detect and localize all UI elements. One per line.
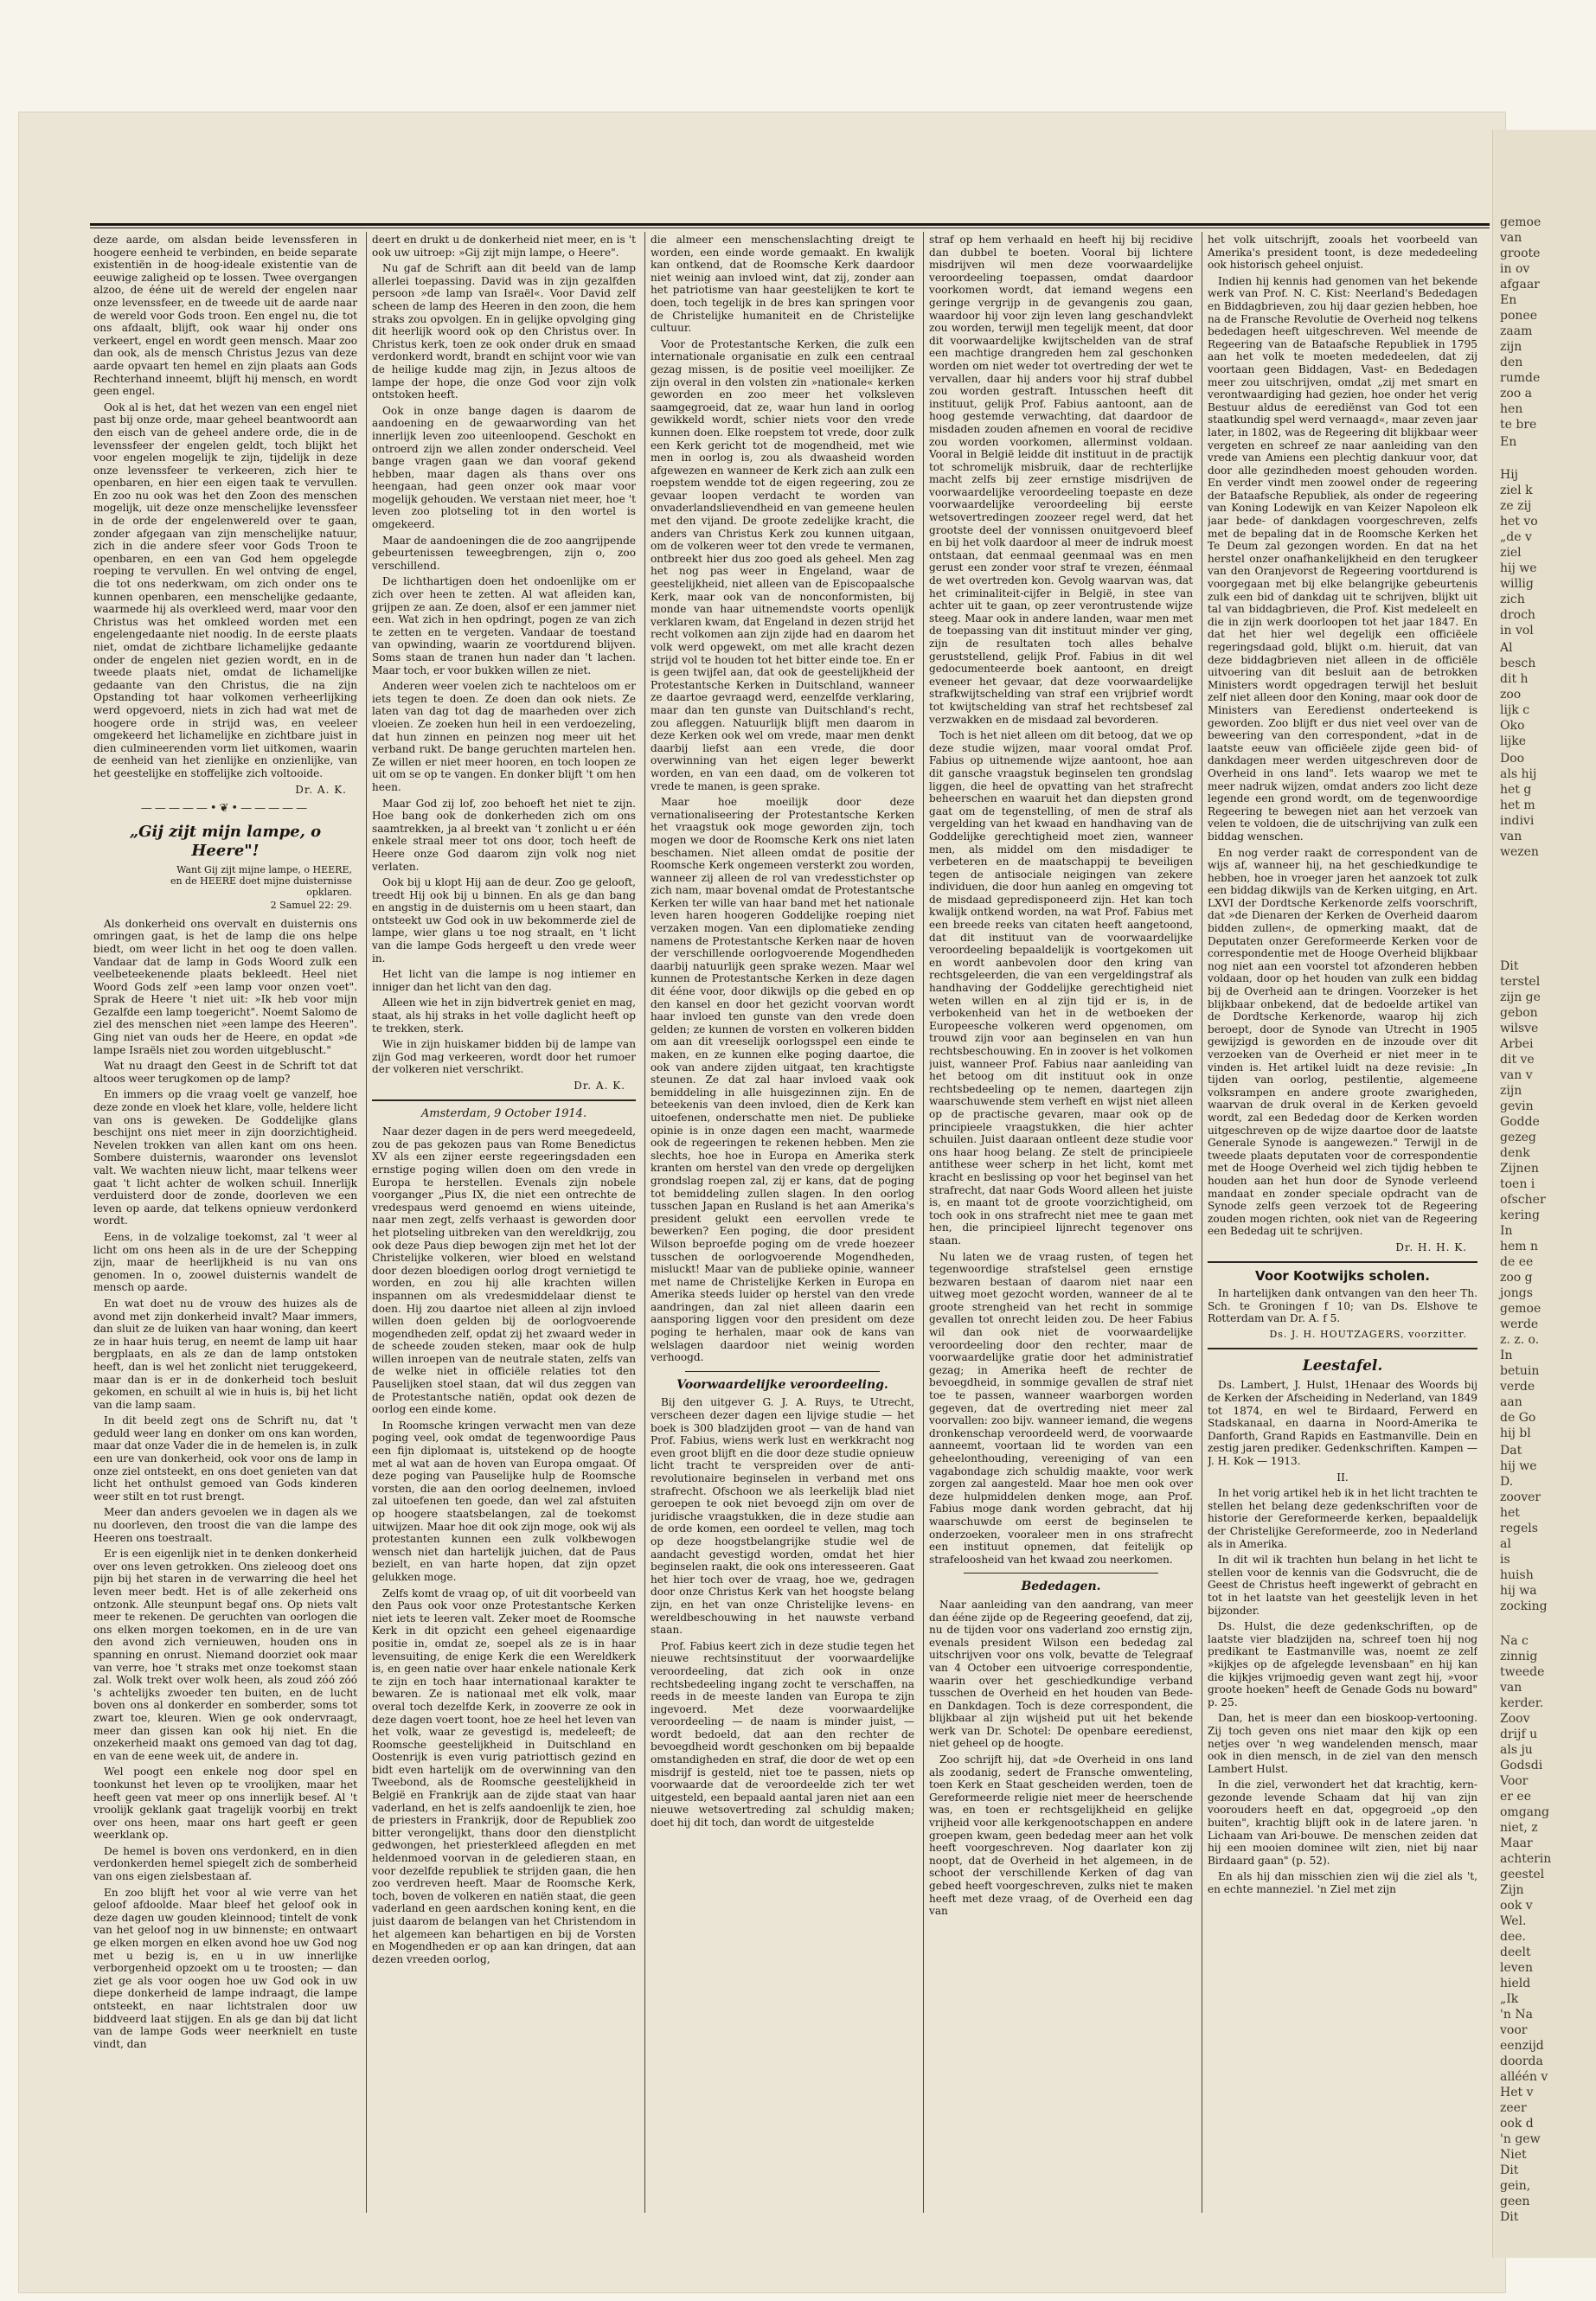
paragraph: Alleen wie het in zijn bidvertrek geniet en mag, staat, als hij straks in het volle daglicht heeft op te trekken, sterk. — [372, 997, 636, 1035]
column-divider — [644, 232, 645, 2213]
paragraph: En als hij dan misschien zien wij die ziel als 't, en echte manneziel. 'n Ziel met zijn — [1208, 1870, 1477, 1896]
signature: Dr. A. K. — [574, 1080, 625, 1092]
paragraph: deert en drukt u de donkerheid niet meer, en is 't ook uw uitroep: »Gij zijt mijn lampe, o Heere". — [372, 234, 636, 259]
column-5 — [1208, 234, 1477, 2214]
signature: Dr. H. H. K. — [1395, 1240, 1467, 1253]
paragraph: In dit beeld zegt ons de Schrift nu, dat 't geduld weer lang en donker om ons kan worden, maar dat onze Vader die in de hemelen is, in zulk een ure van donkerheid, ook voor ons de lamp in onze ziel ontsteekt, en ons doet genieten van dat licht het onthulst gemoed van Gods kinderen weer stilt en tot rust brengt. — [93, 1414, 357, 1503]
paragraph: Zoo schrijft hij, dat »de Overheid in ons land als zoodanig, sedert de Fransche omwenteling, toen Kerk en Staat gescheiden werden, toen de Gereformeerde religie niet meer de heerschende was, en toen er rechtsgelijkheid en gelijke vrijheid voor alle kerkgenootschappen en andere groepen kwam, geen bededag meer aan het volk heeft voorgeschreven. Nog daarlater kon zij noopt, dat de Overheid in het algemeen, in de schoot der verschillende Kerken of dag van gebed heeft voorgeschreven, zulks niet te maken heeft met deze vraag, of de Overheid een dag van — [929, 1753, 1193, 1918]
paragraph: De lichthartigen doen het ondoenlijke om er zich over heen te zetten. Al wat afleiden kan, grijpen ze aan. Ze doen, alsof er een jammer niet een. Wat zich in hen opdringt, pogen ze van zich te zetten en te vergeten. Vandaar de toestand van opwinding, waarin ze voortdurend blijven. Soms staan de tranen hun nader dan 't lachen. Maar toch, er voor bukken willen ze niet. — [372, 575, 636, 676]
paragraph: Nu gaf de Schrift aan dit beeld van de lamp allerlei toepassing. David was in zijn gezalfden persoon »de lamp van Israël«. Voor David zelf scheen de lamp des Heeren in den zoon, die hem straks zou opvolgen. En in gelijke opvolging ging dit heerlijk woord ook op den Christus over. In Christus kerk, toen ze ook onder druk en smaad verdonkerd wordt, brandt en schijnt voor wie van de heilige kudde mag zijn, in Jezus altoos de lampe der hope, die onze God voor zijn volk ontstoken heeft. — [372, 262, 636, 401]
paragraph: Als donkerheid ons overvalt en duisternis ons omringen gaat, is het de lamp die ons helpe biedt, om weer licht in het oog te doen vallen. Vandaar dat de lamp in Gods Woord zulk een veelbeteekenende plaats bekleedt. Heel niet Woord Gods zelf »een lamp voor onzen voet". Sprak de Heere 't niet uit: »Ik heb voor mijn Gezalfde een lamp toegericht". Noemt Salomo de ziel des menschen niet »een lampe des Heeren". Ging niet van ouds her de Heere, en opdat »de lampe Israëls niet zou worden uitgebluscht." — [93, 917, 357, 1056]
paragraph: Indien hij kennis had genomen van het bekende werk van Prof. N. C. Kist: Neerland's Bededagen en Biddagbrieven, zou hij daar gezien hebben, hoe na de Fransche Revolutie de Overheid nog telkens bededagen heeft uitgeschreven. Wel meende de Regeering van de Bataafsche Republiek in 1795 aan het volk te moeten mededeelen, dat zij voortaan geen Biddagen, Vast- en Bededagen meer zou uitschrijven, omdat „zij met smart en verontwaardiging had gezien, hoe onder het verig Bestuur aldus de eerediënst van God tot een staatkundig spel werd vernaagd«, maar zeven jaar later, in 1802, was de Regeering dit blijkbaar weer vergeten en schreef ze naar aanleiding van den vrede van Amiens een plechtig dankuur voor, dat door alle gezindheden moest gehouden worden. En verder vindt men zoowel onder de regeering der Bataafsche Republiek, als onder de regeering van Koning Lodewijk en van Keizer Napoleon elk jaar bede- of dankdagen voorgeschreven, zelfs met de bepaling dat in de Roomsche Kerken het Te Deum zal gezongen worden. En dat na het herstel onzer onafhankelijkheid en den terugkeer van den Oranjevorst de Regeering voortdurend is voorgegaan met bij elke belangrijke gebeurtenis zulk een bid of dankdag uit te schrijven, blijkt uit tal van biddagbrieven, die Prof. Kist medeleelt en die in zijn werk doorloopen tot het jaar 1847. En dat het hier wel degelijk een officiëele regeringsdaad gold, blijkt o.m. hieruit, dat van deze biddagbrieven niet alleen in de officiële uitvoering van dit besluit aan de betrokken Ministers wordt opgedragen terwijl het besluit zelf niet alleen door den Koning, maar ook door de Ministers van Eeredienst onderteekend is geworden. Zoo blijft er dus niet veel over van de beweering van den correspondent, »dat in de laatste eeuw van officiëele zijde geen bid- of dankdagen meer werden uitgeschreven door de Overheid in ons land". Iets waarop we met te meer nadruk wijzen, omdat anders zoo licht deze legende een grond wordt, om de tegenwoordige Regeering te bewegen niet aan het verzoek van velen te voldoen, die de uitschrijving van zulk een biddag wenschen. — [1208, 274, 1477, 843]
ornament-divider: —————•❦•————— — [140, 802, 311, 816]
section-title: Bededagen. — [1021, 1580, 1101, 1594]
section-rule — [964, 1573, 1158, 1574]
column-divider — [923, 232, 924, 2213]
paragraph: die almeer een menschenslachting dreigt te worden, een einde worde gemaakt. En kwalijk kan ontkend, dat de Roomsche Kerk daardoor niet weinig aan invloed wint, dat zij, zonder aan het patriotisme van haar geestelijken te kort te doen, toch tegelijk in de bres kan springen voor de Christelijke humaniteit en de Christelijke cultuur. — [651, 234, 914, 335]
paragraph: In dit wil ik trachten hun belang in het licht te stellen voor de kennis van die Godsvrucht, die de Geest de Christus heeft ingewerkt of gebracht en tot in het laatste van het geestelijk leven in het bijzonder. — [1208, 1554, 1477, 1617]
adjacent-page-edge: gemoe van groote in ov afgaar En ponee zaam zijn den rumde zoo a hen te bre En Hij ziel k ze zij het vo „de v ziel hij we willig zich droch in vol Al besch dit h zoo lijk c Oko lijke Doo als hij het g het m indivi van wezen Dit terstel zijn ge gebon wilsve Arbei dit ve van v zijn gevin Godde gezeg denk Zijnen toen i ofscher kering In hem n de ee zoo g jongs gemoe werde z. z. o. In betuin verde aan de Go hij bl Dat hij we D. zoover het regels al is huish hij wa zocking Na c zinnig tweede van kerder. Zoov drijf u als ju Godsdi Voor er ee omgang niet, z Maar achterin geestel Zijn ook v Wel. dee. deelt leven hield „Ik 'n Na voor eenzijd doorda alléén v Het v zeer ook d 'n gew Niet Dit gein, geen Dit — [1492, 130, 1596, 2258]
paragraph: Ds. Lambert, J. Hulst, 1Henaar des Woords bij de Kerken der Afscheiding in Nederland, van 1849 tot 1874, en wel te Birdaard, Ferwerd en Stadskanaal, en daarna in Noord-Amerika te Danforth, Grand Rapids en Eastmanville. Dein en zestig jaren prediker. Gedenkschriften. Kampen — J. H. Kok — 1913. — [1208, 1379, 1477, 1468]
paragraph: het volk uitschrijft, zooals het voorbeeld van Amerika's president toont, is deze mededeeling ook historisch geheel onjuist. — [1208, 234, 1477, 272]
paragraph: Eens, in de volzalige toekomst, zal 't weer al licht om ons heen als in de ure der Schepping zijn, maar de heerlijkheid is nu van ons genomen. In o, zoowel duisternis wandelt de mensch op aarde. — [93, 1230, 357, 1294]
part-number: II. — [1336, 1471, 1349, 1484]
signature: Dr. A. K. — [295, 783, 347, 796]
paragraph: En immers op die vraag voelt ge vanzelf, hoe deze zonde en vloek het klare, volle, heldere licht van ons is geweken. De Goddelijke glans beschijnt ons niet meer in zijn doorzichtigheid. Nevelen trokken van allen kant om ons heen. Sombere duisternis, waaronder ons levenslot valt. We wachten nieuw licht, maar telkens weer gaat 't licht achter de wolken schuil. Innerlijk verduisterd door de zonde, doorleven we een leven op aarde, dat telkens opnieuw verdonkerd wordt. — [93, 1088, 357, 1227]
paragraph: Maar God zij lof, zoo behoeft het niet te zijn. Hoe bang ook de donkerheden zich om ons saamtrekken, ja al breekt van 't zonlicht u er één enkele straal meer tot ons door, toch heeft de Heere onze God daarom zijn volk nog niet verlaten. — [372, 797, 636, 873]
paragraph: Er is een eigenlijk niet in te denken donkerheid over ons leven getrokken. Ons zieleoog doet ons pijn bij het staren in de verwarring die heel het leven meer bedt. Het is of alle zekerheid ons ontzonk. Alle steunpunt begaf ons. Op niets valt meer te rekenen. De geruchten van oorlogen die ons elken morgen toekomen, en in de ure van den avond zich vernieuwen, houden ons in spanning en onrust. Niemand doorziet ook maar van verre, hoe 't straks met onze toekomst staan zal. Wolk trekt over wolk heen, als zoud zóó zóó 's achtelijks zwoeder ten buiten, en de lucht boven ons al donkerder en somberder, soms tot zwart toe, kleuren. Wien ge ook ondervraagt, meer dan gissen kan ook hij niet. En die onzekerheid maakt ons gemoed van dag tot dag, en van de eene week uit, de andere in. — [93, 1548, 357, 1762]
section-title: Voor Kootwijks scholen. — [1255, 1267, 1430, 1284]
paragraph: Ook in onze bange dagen is daarom de aandoening en de gewaarwording van het innerlijk leven zoo uiteenloopend. Geschokt en ontroerd zijn we allen zonder onderscheid. Veel bange vragen gaan we dan vooraf gekend hebben, maar dagen als thans over ons heengaan, had geen onzer ook maar voor mogelijk gehouden. We verstaan niet meer, hoe 't leven zoo plotseling tot in den wortel is omgekeerd. — [372, 404, 636, 531]
paragraph: In die ziel, verwondert het dat krachtig, kern-gezonde levende Schaam dat hij van zijn voorouders heeft en dat, opgegroeid „op den buiten", krachtig blijft ook in de latere jaren. 'n Lichaam van Ari-bouwe. De menschen zeiden dat hij een mooien dominee wilt zien, niet bij naar Birdaard gaan" (p. 52). — [1208, 1779, 1477, 1867]
column-3 — [651, 234, 914, 2214]
paragraph: Wel poogt een enkele nog door spel en toonkunst het leven op te vroolijken, maar het heeft geen vat meer op ons innerlijk besef. Al 't vroolijk geklank gaat tragelijk voorbij en trekt over ons heen, maar ons hart geeft er geen weerklank op. — [93, 1766, 357, 1842]
paragraph: Toch is het niet alleen om dit betoog, dat we op deze studie wijzen, maar vooral omdat Prof. Fabius op uitnemende wijze aantoont, hoe aan dit gansche vraagstuk beginselen ten grondslag liggen, die heel de opvatting van het strafrecht beheerschen en waaruit het dan diepsten grond gaat om de tegenstelling, of men de straf als vergelding van het kwaad en handhaving van de Goddelijke gerechtigheid moet zien, wanneer men, als middel om den misdadiger te verbeteren en de maatschappij te beveiligen tegen de antisociale neigingen van zekere individuen, die door hun aanleg en omgeving tot de misdaad gepredisponeerd zijn. Het kan toch kwalijk ontkend worden, na wat Prof. Fabius met een breede reeks van citaten heeft aangetoond, dat dit instituut van de voorwaardelijke veroordeeling bepaaldelijk is voortgekomen uit en wordt aanbevolen door den kring van rechtsgeleerden, die van een vergeldingstraf als handhaving der Goddelijke gerechtigheid niet weten willen en al zijn tijd er is, in de verbokenheid van het in de wetboeken der Europeesche volkeren werd opgenomen, om trouwd zijn voor aan beginselen en van hun rechtsbeschouwing. En in zoover is het volkomen juist, wanneer Prof. Fabius naar aanleiding van het betoog om dit instituut ook in onze rechtsbedeeling op te nemen, daartegen zijn waarschuwende stem verheft en wijst niet alleen op de practische gevaren, maar ook op de principieele vraagstukken, die hier achter schuilen. Juist daaraan ontleent deze studie voor ons haar hoog belang. Ze stelt de principieele antithese weer scherp in het licht, komt met kracht en beslissing op voor het beginsel van het strafrecht, dat naar Gods Woord alleen het juiste is, en maant tot de groote voorzichtigheid, om toch ook in ons strafrecht niet mee te gaan met hen, die principieel lijnrecht tegenover ons staan. — [929, 729, 1193, 1247]
paragraph: Wie in zijn huiskamer bidden bij de lampe van zijn God mag verkeeren, wordt door het rumoer der volkeren niet verschrikt. — [372, 1038, 636, 1076]
paragraph: Naar aanleiding van den aandrang, van meer dan ééne zijde op de Regeering geoefend, dat zij, nu de tijden voor ons vaderland zoo ernstig zijn, evenals president Wilson een bededag zal uitschrijven voor ons volk, bevatte de Telegraaf van 4 October een uitvoerige correspondentie, waarin over het geschiedkundige verband tusschen de Overheid en het houden van Bede- en Dankdagen. Toch is deze correspondent, die blijkbaar al zijn wijsheid put uit het bekende werk van Dr. Schotel: De openbare eeredienst, niet geheel op de hoogte. — [929, 1598, 1193, 1750]
paragraph: Prof. Fabius keert zich in deze studie tegen het nieuwe rechtsinstituut der voorwaardelijke veroordeeling, dat zich ook in onze rechtsbedeeling ingang zocht te verschaffen, na reeds in de meeste landen van Europa te zijn ingevoerd. Met deze voorwaardelijke veroordeeling — de naam is minder juist, — wordt bedoeld, dat aan den rechter de bevoegdheid wordt geschonken om bij bepaalde omstandigheden en straf, die door de wet op een misdrijf is gesteld, niet toe te passen, niets op voorwaarde dat de veroordeelde zich ter wet uitgesteld, een bepaald aantal jaren niet aan een nieuwe wetsovertreding zal schuldig maken; doet hij dit toch, dan wordt de uitgestelde — [651, 1639, 914, 1830]
paragraph: Maar hoe moeilijk door deze vernationaliseering der Protestantsche Kerken het vraagstuk ook moge geworden zijn, toch mogen we door de Roomsche Kerk ons niet laten beschamen. Niet alleen omdat de positie der Roomsche Kerk ongemeen versterkt zou worden, wanneer zij alleen de rol van vredesstichster op zich nam, maar bovenal omdat de Protestantsche Kerken ter wille van haar band met het nationale leven haren hoogeren Goddelijke roeping niet verzaken mogen. Van een diplomatieke zending namens de Protestantsche Kerken naar de hoven der verschillende oorlogvoerende Mogendheden daarbij natuurlijk geen sprake wezen. Maar wel kunnen de Protestantsche Kerken in deze dagen dit ééne voor, door dikwijls op die gebed en op den kansel en door het gezicht voorvan wordt haar invloed ten gunste van den vrede doen gelden; ze kunnen de vorsten en volkeren bidden om aan dit vreeselijk oorlogsspel een einde te maken, en ze kunnen elke poging daartoe, die ook van andere zijden uitgaat, ten krachtigste steunen. Ze dat zal haar invloed vaak ook bemiddeling in alle huisgezinnen zijn. En de beteekenis van deen invloed, dien de Kerk kan uitoefenen, onderschatte men niet. De publieke opinie is in onze dagen een macht, waarmede ook de regeeringen te rekenen hebben. Men zie slechts, hoe hoe in Europa en Amerika sterk kranten om herstel van den vrede op dergelijken grondslag roepen zal, zij er kans, dat de poging tot bemiddeling zullen slagen. In den oorlog tusschen Japan en Rusland is het aan Amerika's president gelukt een eervollen vrede te bewerken? Een poging, die door president Wilson beproefde poging om de vrede hoezeer tusschen de oorlogvoerende Mogendheden, misluckt! Maar van de publieke opinie, wanneer met name de Christelijke Kerken in Europa en Amerika steeds luider op herstel van den vrede aandringen, dan zal niet alleen daarin een aansporing liggen voor den president om deze poging te herhalen, maar ook de kans van welslagen daardoor niet weinig worden verhoogd. — [651, 796, 914, 1364]
paragraph: In het vorig artikel heb ik in het licht trachten te stellen het belang deze gedenkschriften voor de historie der Gereformeerde kerken, bepaaldelijk der Christelijke Gereformeerde, zoo in Nederland als in Amerika. — [1208, 1487, 1477, 1550]
paragraph: Het licht van die lampe is nog intiemer en inniger dan het licht van den dag. — [372, 968, 636, 993]
paragraph: Anderen weer voelen zich te nachteloos om er iets tegen te doen. Ze doen dan ook niets. Ze laten van dag tot dag de maarheden over zich vloeien. Ze zoeken hun heil in een verdoezeling, dat hun zinnen en peinzen nog meer uit het verband rukt. De bange geruchten martelen hen. Ze willen er niet meer hooren, en toch loopen ze uit om se op te vangen. En donker blijft 't om hen heen. — [372, 680, 636, 793]
column-2 — [372, 234, 636, 2214]
column-divider — [366, 232, 367, 2213]
article-title: „Gij zijt mijn lampe, o Heere"! — [129, 822, 322, 860]
paragraph: Dan, het is meer dan een bioskoop-vertooning. Zij toch geven ons niet maar den kijk op een netjes over 'n weg wandelenden mensch, maar ook in dien mensch, in de ziel van den mensch Lambert Hulst. — [1208, 1712, 1477, 1775]
section-rule — [1208, 1348, 1477, 1349]
section-rule — [1208, 1261, 1477, 1263]
paragraph: In Roomsche kringen verwacht men van deze poging veel, ook omdat de tegenwoordige Paus een fijn diplomaat is, uitstekend op de hoogte met al wat aan de hoven van Europa omgaat. Of deze poging van Pauselijke hulp de Roomsche vorsten, die aan den oorlog deelnemen, invloed zal uitoefenen ten goede, dan wel zal afstuiten op hoogere staatsbelangen, zal de toekomst uitwijzen. Maar hoe dit ook zijn moge, ook wij als protestanten kunnen een zulk volkbewogen wensch niet dan hartelijk juichen, dat de Paus bezielt, en van harte hopen, dat zijn opzet gelukken moge. — [372, 1419, 636, 1583]
signature: Ds. J. H. HOUTZAGERS, voorzitter. — [1269, 1328, 1467, 1340]
section-rule — [372, 1099, 636, 1101]
section-title: Voorwaardelijke veroordeeling. — [676, 1377, 888, 1392]
paragraph: Ook bij u klopt Hij aan de deur. Zoo ge gelooft, treedt Hij ook bij u binnen. En als ge dan bang en angstig in de duisternis om u heen staart, dan ontsteekt uw God ook in uw bekommerde ziel de lampe, wier glans u toe nog straalt, en 't licht van die lampe Gods hergeeft u den vrede weer in. — [372, 876, 636, 965]
column-4 — [929, 234, 1193, 2214]
paragraph: Nu laten we de vraag rusten, of tegen het tegenwoordige strafstelsel geen ernstige bezwaren bestaan of daarom niet naar een uitweg moet gezocht worden, wanneer de al te groote strengheid van het recht in sommige gevallen tot onrecht leiden zou. De heer Fabius wil dan ook niet de voorwaardelijke veroordeeling door den rechter, maar de voorwaardelijke gratie door het administratief gezag; in Amerika heeft de rechter de bevoegdheid, in sommige gevallen de straf niet toe te passen, wanneer waarborgen worden gegeven, dat de overtreding niet meer zal voorvallen: zoo bijv. wanneer iemand, die wegens dronkenschap veroordeeld werd, de voorwaarde aanneemt, voortaan lid te worden van een geheelonthouding, vereeniging of van een vagabondage zich schuldig maakte, voor werk zorgen zal aangesteld. Maar hoe men ook over deze hulpmiddelen denken moge, aan Prof. Fabius moge dank worden gebracht, dat hij waarschuwde om eerst de beginselen te onderzoeken, vooraleer men in ons strafrecht een instituut opnemen, dat feitelijk op strafeloosheid van het kwaad zou neerkomen. — [929, 1250, 1193, 1566]
paragraph: Zelfs komt de vraag op, of uit dit voorbeeld van den Paus ook voor onze Protestantsche Kerken niet iets te leeren valt. Zeker moet de Roomsche Kerk in dit opzicht een geheel eigenaardige positie in, omdat ze, soepel als ze is in haar levensuiting, de enige Kerk die een Wereldkerk is, en geen natie over haar enkele nationale Kerk te zijn en toch haar internationaal karakter te bewaren. Ze is nationaal met elk volk, maar overal toch dezelfde Kerk, in zooverre ze ook in deze dagen voert toont, hoe ze heel het leven van het volk, waar ze gevestigd is, medeleeft; de Roomsche geestelijkheid in Duitschland en Oostenrijk is even vurig patriottisch gezind en bidt even hartelijk om de overwinning van den Tweebond, als de Roomsche geestelijkheid in België en Frankrijk aan de zijde staat van haar vaderland, en het is zelfs aandoenlijk te zien, hoe de priesters in Frankrijk, door de Republiek zoo bitter verongelijkt, thans door den dienstplicht gedwongen, het priesterkleed aflegden en met heldenmoed voorvan in de geledieren staan, en voor dezelfde republiek te strijden gaan, die hen zoo verdreven heeft. Maar de Roomsche Kerk, toch, boven de volkeren en natiën staat, die geen vaderland en geen aardschen koning kent, en die juist daarom de belangen van het Christendom in het algemeen kan behartigen en bij de Vorsten en Mogendheden er op aan kan dringen, dat aan dezen vreeden oorlog, — [372, 1586, 636, 1965]
paragraph: De hemel is boven ons verdonkerd, en in dien verdonkerden hemel spiegelt zich de somberheid van ons eigen zielsbestaan af. — [93, 1844, 357, 1883]
scripture-reference: 2 Samuel 22: 29. — [270, 899, 352, 911]
paragraph: En nog verder raakt de correspondent van de wijs af, wanneer hij, na het geschiedkundige te hebben, hoe in vroeger jaren het aanzoek tot zulk een biddag dikwijls van de Kerken uitging, en Art. LXVI der Dordtsche Kerkenorde zelfs voorschrift, dat »de Dienaren der Kerken de Overheid daarom bidden zullen«, de opmerking maakt, dat de Deputaten onzer Gereformeerde Kerken voor de correspondentie met de Hooge Overheid blijkbaar nog niet aan een voorstel tot afzonderen hebben voldaan, door op het houden van zulk een biddag bij de Overheid aan te dringen. Voorzeker is het blijkbaar onbekend, dat de bedoelde artikel van de Dordtsche Kerkenorde, waarop hij zich beroept, door de Synode van Utrecht in 1905 gewijzigd is geworden en de inzoude over dit verzoeken van de Overheid er niet meer in te vinden is. Het artikel luidt na deze revisie: „In tijden van oorlog, pestilentie, algemeene volksrampen en andere groote zwarigheden, waarvan de druk overal in de Kerken gevoeld wordt, zal een Bededag door de Kerken worden uitgeschreven op de wijze daartoe door de laatste Generale Synode is aangewezen." Terwijl in de tweede plaats deputaten voor de correspondentie met de Hooge Overheid wel zich tijdig hebben te houden aan het hun door de Synode verleend mandaat en zonder speciale opdracht van de Synode zelfs geen verzoek tot de Regeering zouden mogen richten, ook niet van de Regeering een Bededag uit te schrijven. — [1208, 846, 1477, 1238]
paragraph: Naar dezer dagen in de pers werd meegedeeld, zou de pas gekozen paus van Rome Benedictus XV als een zijner eerste regeeringsdaden een ernstige poging willen doen om den vrede in Europa te herstellen. Evenals zijn nobele voorganger „Pius IX, die niet een ontrechte de vredespaus werd genoemd en wiens uiteinde, naar men zegt, zelfs verhaast is geworden door het plotseling uitbreken van den wereldkrijg, zou ook deze Paus diep bewogen zijn met het lot der Christelijke volkeren, wier bloed en welstand door dezen bloedigen oorlog drogt vernietigd te worden, en zou hij alle krachten willen inspannen om als vredesmiddelaar dienst te doen. Hij zou daartoe niet alleen al zijn invloed willen doen gelden bij de oorlogvoerende mogendheden zelf, opdat zij het zwaard weder in de scheede zouden steken, maar ook de hulp willen inroepen van de neutrale staten, zelfs van de welke niet in officiële relaties tot den Pauselijken stoel staan, dat wil dus zeggen van de Protestantsche natiën, opdat ook dezen de oorlog een einde kome. — [372, 1125, 636, 1416]
paragraph: Maar de aandoeningen die de zoo aangrijpende gebeurtenissen teweegbrengen, zijn o, zoo verschillend. — [372, 534, 636, 572]
column-1 — [93, 234, 357, 2214]
paragraph: En zoo blijft het voor al wie verre van het geloof afdoolde. Maar bleef het geloof ook in deze dagen uw gouden kleinnood; tintelt de vonk van het geloof nog in uw binnenste; en ontwaart ge elken morgen en elken avond hoe uw God nog met u bezig is, en u in uw innerlijke verborgenheid opzoekt om u te troosten; — dan ziet ge als voor oogen hoe uw God ook in uw diepe donkerheid de lampe indraagt, die lampe ontsteekt, en naar lichtstralen door uw biddveerd laat stijgen. En als ge dan bij dat licht van de lampe Gods weer neerknielt en tuste vindt, dan — [93, 1886, 357, 2050]
paragraph: deze aarde, om alsdan beide levenssferen in hoogere eenheid te verbinden, en beide separate existentiën in de hoog-ideale existentie van de eeuwige zaligheid op te lossen. Twee overgangen alzoo, de ééne uit de wereld der engelen naar onze levenssfeer, en de tweede uit de aarde naar de wereld voor Gods troon. Een engel nu, die tot ons afdaalt, blijft, ook waar hij onder ons verkeert, engel en wordt geen mensch. Maar zoo dan ook, als de mensch Christus Jezus van deze aarde opvaart ten hemel en zijn plaats aan Gods Rechterhand inneemt, blijft hij mensch, en wordt geen engel. — [93, 234, 357, 398]
paragraph: straf op hem verhaald en heeft hij bij recidive dan dubbel te boeten. Vooral bij lichtere misdrijven wil men deze voorwaardelijke veroordeeling toepassen, omdat daardoor voorkomen wordt, dat iemand wegens een geringe vergrijp in de gevangenis zou gaan, waardoor hij voor zijn leven lang geschandvlekt zou worden, terwijl men tegelijk meent, dat door dit voorwaardelijke kwijtschelden van de straf een machtige drangreden hem zal geschonken worden om niet weder tot overtreding der wet te vervallen, daar hij anders voor hij straf dubbel zou worden gestraft. Intusschen heeft dit instituut, gelijk Prof. Fabius aantoont, aan de hoog gestemde verwachting, dat daardoor de misdaden zouden afnemen en vooral de recidive zou worden voorkomen, allerminst voldaan. Vooral in België leidde dit instituut in de practijk tot schromelijk misbruik, daar de rechterlijke macht zelfs bij zeer ernstige misdrijven de voorwaardelijke veroordeeling toepaste en deze voorwaardelijke veroordeeling bij eerste wetsovertredingen zoozeer regel werd, dat het grootste deel der vonnissen onuitgevoerd bleef en bij het volk daardoor al meer de indruk moest ontstaan, dat eenmaal geenmaal was en men gerust een zonder voor straf te vrezen, éénmaal de wet overtreden kon. Gevolg waarvan was, dat het criminaliteit-cijfer in België, in stee van achter uit te gaan, op zeer verontrustende wijze steeg. Maar ook in andere landen, waar men met de toepassing van dit instituut minder ver ging, zijn de resultaten toch alles behalve geruststellend, gelijk Prof. Fabius in dit wel gedocumenteerde boek aantoont, en dreigt eveneer het gevaar, dat deze voorwaardelijke strafkwijtschelding van straf een vrijbrief wordt tot kwijtschelding van straf het rechtsbesef zal verzwakken en de misdaad zal bevorderen. — [929, 234, 1193, 726]
paragraph: Bij den uitgever G. J. A. Ruys, te Utrecht, verscheen dezer dagen een lijvige studie — het boek is 300 bladzijden groot — van de hand van Prof. Fabius, wiens werk lust en werkkracht nog even groot blijft en die door deze studie opnieuw licht tracht te verspreiden over de anti-revolutionaire beginselen in verband met ons strafrecht. Ofschoon we als leerkelijk blad niet geroepen te ook niet bevoegd zijn om over de juridische vraagstukken, die in deze studie aan de orde komen, een oordeel te vellen, mag toch op deze hoogstbelangrijke studie wel de aandacht gevestigd worden, omdat het hier beginselen raakt, die ook ons interesseeren. Gaat het hier toch over de vraag, hoe we, gedragen door onze Christus Kerk van het hoogste belang zijn, en het van onze Christelijke levens- en wereldbeschouwing in het nauwste verband staan. — [651, 1396, 914, 1637]
dateline: Amsterdam, 9 October 1914. — [420, 1106, 587, 1120]
paragraph: Voor de Protestantsche Kerken, die zulk een internationale organisatie en zulk een centraal gezag missen, is de positie veel moeilijker. Ze zijn overal in den volsten zin »nationale« kerken geworden en zoo meer het volksleven saamgegroeid, dat ze, waar hun land in oorlog gewikkeld wordt, schier niets voor den vrede kunnen doen. Elke roepstem tot vrede, door zulk een Kerk gericht tot de mogendheid, met wie men in oorlog is, zou als dwaasheid worden afgewezen en wanneer de Kerk zich aan zulk een roepstem wendde tot de eigen regeering, zou ze gevaar loopen verdacht te worden van onvaderlandslievendheid en van gemeene heulen met den vijand. De groote zedelijke kracht, die anders van Christus Kerk zou kunnen uitgaan, om de volkeren weer tot den vrede te vermanen, ontbreekt hier dus zoo goed als geheel. Men zag het nog pas weer in Engeland, waar de geestelijkheid, niet alleen van de Episcopaalsche Kerk, maar ook van de nonconformisten, bij monde van haar uitnemendste voorts openlijk verklaren kwam, dat Engeland in dezen strijd het recht volkomen aan zijn zijde had en daarom het volk werd opgewekt, om met alle kracht dezen strijd vol te houden tot het bitter einde toe. En er is geen twijfel aan, dat ook de geestelijkheid der Protestantsche Kerken in Duitschland, wanneer ze daartoe gevraagd werd, eenzelfde verklaring, maar dan ten gunste van Duitschland's recht, zou afleggen. Natuurlijk blijft men daarom in deze Kerken ook wel om vrede, maar men denkt daarbij liefst aan een vrede, die door overwinning van het eigen leger bewerkt worden, en van een daad, om de volkeren tot vrede te manen, is geen sprake. — [651, 337, 914, 792]
paragraph: In hartelijken dank ontvangen van den heer Th. Sch. te Groningen f 10; van Ds. Elshove te Rotterdam van Dr. A. f 5. — [1208, 1287, 1477, 1325]
scripture-quote: Want Gij zijt mijne lampe, o HEERE, en de HEERE doet mijne duisternisse opklaren. — [170, 863, 352, 898]
header-rule — [90, 223, 1490, 226]
paragraph: Ook al is het, dat het wezen van een engel niet past bij onze orde, maar geheel beantwoordt aan den eisch van de geheel andere orde, die in de levenssfeer der engelen geldt, toch blijkt het voor engelen mogelijk te zijn, tijdelijk in deze onze levenssfeer te verkeeren, zich hier te openbaren, en hier een eigen taak te vervullen. En zoo nu ook was het den Zoon des menschen mogelijk, uit deze onze menschelijke levenssfeer in de orde der engelenwereld over te gaan, zonder afgegaan van zijn menschelijke natuur, zich in die andere sfeer voor Gods Troon te openbaren, en een van God hem opgelegde roeping te vervullen. En wel ontving de engel, die tot ons nederkwam, om zich onder ons te kunnen openbaren, een menschelijke gedaante, waarmede hij als overkleed werd, maar voor den Christus was het omkleed worden met een engelengedaante niet noodig. In de eerste plaats niet, omdat de zichtbare lichamelijke gedaante onder de engelen niet gezien wordt, en in de tweede plaats niet, omdat de lichamelijke gedaante van den Christus, die na zijn Opstanding tot haar volkomen verheerlijking werd opgevoerd, niets in zich had wat met de hoogere orde in strijd was, en veeleer omgekeerd het lichamelijke en zichtbare juist in dien culmineerenden vorm liet uitkomen, waarin de eenheid van het zienlijke en onzienlijke, van het geestelijke en stoffelijke zich voltooide. — [93, 401, 357, 779]
section-title: Leestafel. — [1302, 1357, 1383, 1375]
paragraph: Wat nu draagt den Geest in de Schrift tot dat altoos weer terugkomen op de lamp? — [93, 1060, 357, 1085]
section-rule — [685, 1371, 880, 1372]
paragraph: Ds. Hulst, die deze gedenkschriften, op de laatste vier bladzijden na, schreef toen hij nog predikant te Eastmanville was, noemt ze zelf »kijkjes op de afgelegde levensbaan" en hij kan die kijkjes vrijmoedig geven want zegt hij, »voor groote hoeken" heeft de Genade Gods nu boward" p. 25. — [1208, 1620, 1477, 1708]
paragraph: Meer dan anders gevoelen we in dagen als we nu doorleven, den troost die van die lampe des Heeren ons toestraalt. — [93, 1506, 357, 1544]
paragraph: En wat doet nu de vrouw des huizes als de avond met zijn donkerheid invalt? Maar immers, dan sluit ze de luiken van haar woning, dan keert ze in haar huis terug, en neemt de lamp uit haar bergplaats, en als ze dan de lamp ontstoken heeft, dan is wel het zonlicht niet teruggekeerd, maar dan is er in de donkerheid toch besluit gekomen, en schuilt al wie in huis is, bij het licht van die lamp saam. — [93, 1297, 357, 1411]
